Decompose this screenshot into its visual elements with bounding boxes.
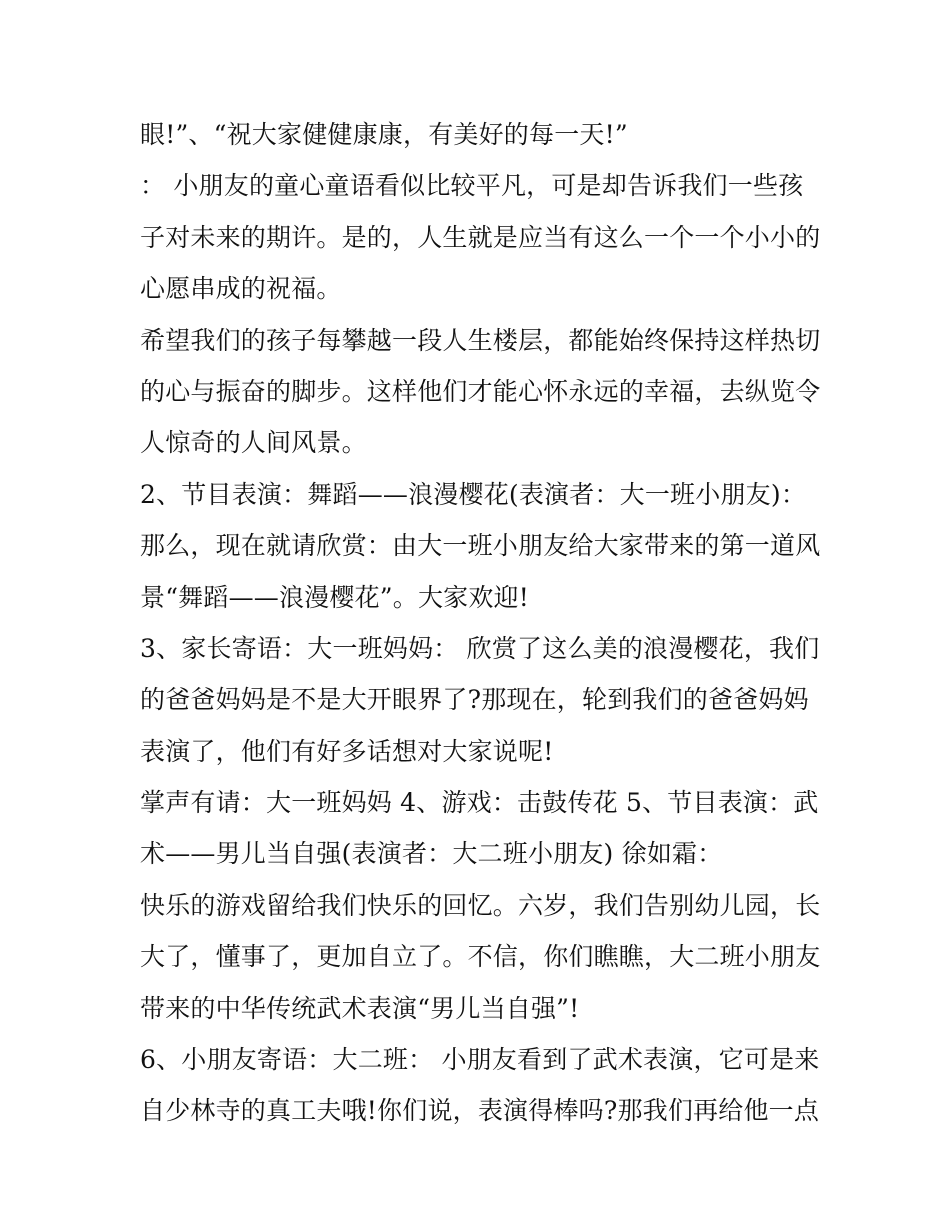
text-line: 大了，懂事了，更加自立了。不信，你们瞧瞧，大二班小朋友	[140, 942, 821, 972]
text-line: 子对未来的期许。是的，人生就是应当有这么一个一个小小的	[140, 222, 821, 252]
text-line: 人惊奇的人间风景。	[140, 428, 367, 458]
text-line: 希望我们的孩子每攀越一段人生楼层，都能始终保持这样热切	[140, 325, 821, 355]
text-line: ： 小朋友的童心童语看似比较平凡，可是却告诉我们一些孩	[140, 171, 804, 201]
text-line: 的心与振奋的脚步。这样他们才能心怀永远的幸福，去纵览令	[140, 376, 821, 406]
text-line: 心愿串成的祝福。	[140, 274, 342, 304]
text-line: 眼!”、“祝大家健健康康，有美好的每一天!”	[140, 120, 628, 149]
text-line: 带来的中华传统武术表演“男儿当自强”!	[140, 993, 580, 1023]
text-line: 表演了，他们有好多话想对大家说呢!	[140, 736, 554, 766]
text-line: 自少林寺的真工夫哦!你们说，表演得棒吗?那我们再给他一点	[140, 1096, 820, 1126]
document-body	[140, 109, 830, 1137]
text-line: 掌声有请：大一班妈妈 4、游戏：击鼓传花 5、节目表演：武	[140, 788, 819, 818]
text-line: 6、小朋友寄语：大二班： 小朋友看到了武术表演，它可是来	[140, 1045, 820, 1075]
text-line: 那么，现在就请欣赏：由大一班小朋友给大家带来的第一道风	[140, 531, 821, 561]
text-line: 3、家长寄语：大一班妈妈： 欣赏了这么美的浪漫樱花，我们	[140, 633, 820, 663]
text-line: 快乐的游戏留给我们快乐的回忆。六岁，我们告别幼儿园，长	[140, 890, 821, 920]
text-line: 的爸爸妈妈是不是大开眼界了?那现在，轮到我们的爸爸妈妈	[140, 685, 809, 715]
text-line: 术——男儿当自强(表演者：大二班小朋友) 徐如霜：	[140, 839, 723, 869]
text-line: 2、节目表演：舞蹈——浪漫樱花(表演者：大一班小朋友)：	[140, 479, 807, 509]
text-line: 景“舞蹈——浪漫樱花”。大家欢迎!	[140, 582, 530, 612]
